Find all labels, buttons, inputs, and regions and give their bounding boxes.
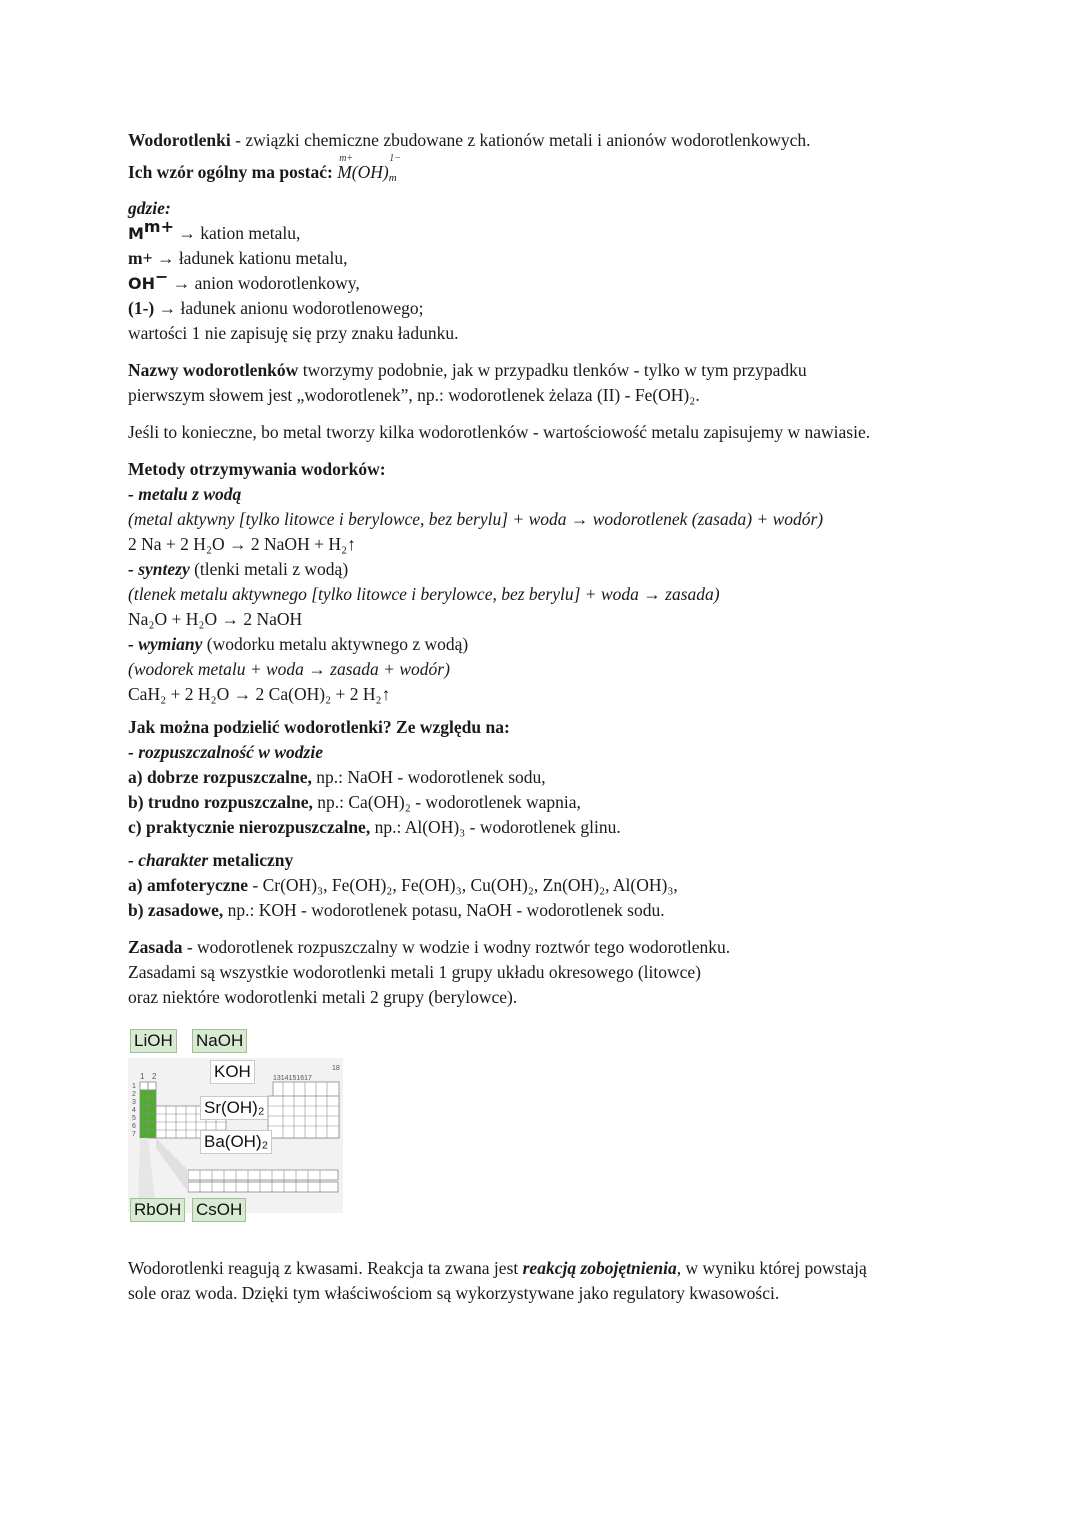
legend-item — [128, 246, 958, 271]
group-numbers: 1314151617 — [273, 1075, 312, 1082]
method-rest: (tlenki metali z wodą) — [189, 559, 349, 579]
legend-heading: gdzie: — [128, 198, 171, 218]
naming-para — [128, 358, 958, 383]
row-label: 4 — [132, 1107, 136, 1114]
term-wodorotlenki: Wodorotlenki — [128, 130, 231, 150]
definition-text: - związki chemiczne zbudowane z kationów metali i anionów wodorotlenkowych. — [230, 130, 811, 150]
legend-text: ładunek anionu wodorotlenowego; — [176, 298, 424, 318]
row-label: 2 — [132, 1091, 136, 1098]
legend-text: kation metalu, — [195, 223, 301, 243]
formula-sub: m — [388, 172, 397, 184]
general-formula-line — [128, 153, 958, 188]
legend-sup: − — [155, 267, 169, 286]
row-label: 1 — [132, 1083, 136, 1090]
base-bold: Zasada — [128, 937, 183, 957]
item-text: np.: Al(OH)₃ - wodorotlenek glinu. — [370, 817, 621, 837]
naming-text-2: pierwszym słowem jest „wodorotlenek”, np.: wodorotlenek żelaza (II) - Fe(OH)₂. — [128, 385, 700, 405]
solubility-title-text: - rozpuszczalność w wodzie — [128, 742, 323, 762]
naming-text-3: Jeśli to konieczne, bo metal tworzy kilka wodorotlenków - wartościowość metalu zapisujemy w nawiasie. — [128, 422, 871, 442]
metallic-a — [128, 873, 958, 898]
group-18: 18 — [332, 1065, 340, 1072]
arrow-icon: → — [156, 248, 175, 268]
methods-heading-text: Metody otrzymywania wodorków: — [128, 459, 386, 479]
chip-koh: KOH — [210, 1060, 255, 1084]
formula-charge-left: m+ — [339, 153, 354, 164]
neutral-text-2: sole oraz woda. Dzięki tym właściwościom są wykorzystywane jako regulatory kwasowości. — [128, 1283, 780, 1303]
col-label: 2 — [152, 1072, 157, 1081]
chip-naoh: NaOH — [192, 1029, 247, 1053]
formula-main: M(OH) — [337, 162, 389, 182]
solubility-title — [128, 740, 958, 765]
item-bold: c) praktycznie nierozpuszczalne, — [128, 817, 371, 837]
methods-heading — [128, 457, 958, 482]
intro-definition — [128, 128, 958, 153]
chip-lioh: LiOH — [130, 1029, 177, 1053]
method-2-title — [128, 557, 958, 582]
neutral-text: , w wyniku której powstają — [676, 1258, 867, 1278]
method-1-title — [128, 482, 958, 507]
arrow-icon: → — [158, 298, 177, 318]
item-text: np.: Ca(OH)₂ - wodorotlenek wapnia, — [312, 792, 581, 812]
base-text: - wodorotlenek rozpuszczalny w wodzie i wodny roztwór tego wodorotlenku. — [182, 937, 731, 957]
neutral-text: Wodorotlenki reagują z kwasami. Reakcja ta zwana jest — [128, 1258, 523, 1278]
classification-heading — [128, 715, 958, 740]
method-1-equation: 2 Na + 2 H₂O → 2 NaOH + H₂↑ — [128, 534, 356, 554]
document-page — [128, 128, 958, 1306]
legend-item — [128, 267, 958, 296]
legend-text: anion wodorotlenkowy, — [190, 273, 360, 293]
legend-symbol: (1-) — [128, 298, 155, 318]
periodic-table-figure — [128, 1026, 343, 1226]
legend-symbol: OH — [128, 274, 155, 293]
neutralization-para — [128, 1256, 958, 1281]
base-para — [128, 935, 958, 960]
metallic-title-italic: - charakter — [128, 850, 209, 870]
chip-rboh: RbOH — [130, 1198, 185, 1222]
chip-sroh2: Sr(OH)₂ — [200, 1096, 268, 1120]
row-label: 3 — [132, 1099, 136, 1106]
method-3-equation: CaH₂ + 2 H₂O → 2 Ca(OH)₂ + 2 H₂↑ — [128, 684, 391, 704]
formula-lead: Ich wzór ogólny ma postać: — [128, 162, 333, 182]
neutral-bold-italic: reakcją zobojętnienia — [522, 1258, 677, 1278]
method-title: - syntezy — [128, 559, 190, 579]
method-title: - wymiany — [128, 634, 203, 654]
method-rest: (wodorku metalu aktywnego z wodą) — [202, 634, 469, 654]
legend-item — [128, 296, 958, 321]
item-text: - Cr(OH)₃, Fe(OH)₂, Fe(OH)₃, Cu(OH)₂, Zn(OH)₂, Al(OH)₃, — [248, 875, 678, 895]
legend-note: wartości 1 nie zapisuję się przy znaku ładunku. — [128, 323, 459, 343]
method-1-desc: (metal aktywny [tylko litowce i berylowce, bez berylu] + woda → wodorotlenek (zasada) + wodór) — [128, 509, 824, 529]
col-label: 1 — [140, 1072, 145, 1081]
row-label: 6 — [132, 1123, 136, 1130]
naming-text: tworzymy podobnie, jak w przypadku tlenków - tylko w tym przypadku — [298, 360, 807, 380]
legend-item — [128, 217, 958, 246]
item-bold: b) trudno rozpuszczalne, — [128, 792, 313, 812]
base-text-2: Zasadami są wszystkie wodorotlenki metali 1 grupy układu okresowego (litowce) — [128, 962, 701, 982]
method-3-title — [128, 632, 958, 657]
chip-baoh2: Ba(OH)₂ — [200, 1130, 272, 1154]
metallic-b — [128, 898, 958, 923]
metallic-title — [128, 848, 958, 873]
method-3-desc: (wodorek metalu + woda → zasada + wodór) — [128, 659, 450, 679]
item-text: np.: NaOH - wodorotlenek sodu, — [311, 767, 546, 787]
arrow-icon: → — [178, 223, 196, 243]
row-label: 7 — [132, 1131, 136, 1138]
classification-heading-text: Jak można podzielić wodorotlenki? Ze względu na: — [128, 717, 510, 737]
legend-sup: m+ — [143, 217, 174, 236]
row-label: 5 — [132, 1115, 136, 1122]
legend-symbol: m+ — [128, 248, 153, 268]
item-bold: a) dobrze rozpuszczalne, — [128, 767, 312, 787]
method-2-desc: (tlenek metalu aktywnego [tylko litowce i berylowce, bez berylu] + woda → zasada) — [128, 584, 720, 604]
item-bold: a) amfoteryczne — [128, 875, 249, 895]
legend-text: ładunek kationu metalu, — [174, 248, 348, 268]
method-2-equation: Na₂O + H₂O → 2 NaOH — [128, 609, 303, 629]
solubility-c — [128, 815, 958, 840]
arrow-icon: → — [172, 273, 191, 293]
naming-bold: Nazwy wodorotlenków — [128, 360, 299, 380]
base-text-3: oraz niektóre wodorotlenki metali 2 grupy (berylowce). — [128, 987, 518, 1007]
method-title: - metalu z wodą — [128, 484, 242, 504]
metallic-title-rest: metaliczny — [208, 850, 294, 870]
formula-charge-right: 1− — [389, 153, 401, 164]
solubility-b — [128, 790, 958, 815]
general-formula — [337, 153, 401, 188]
chip-csoh: CsOH — [192, 1198, 246, 1222]
legend-symbol: M — [128, 224, 144, 243]
solubility-a — [128, 765, 958, 790]
item-text: np.: KOH - wodorotlenek potasu, NaOH - wodorotlenek sodu. — [223, 900, 665, 920]
item-bold: b) zasadowe, — [128, 900, 224, 920]
